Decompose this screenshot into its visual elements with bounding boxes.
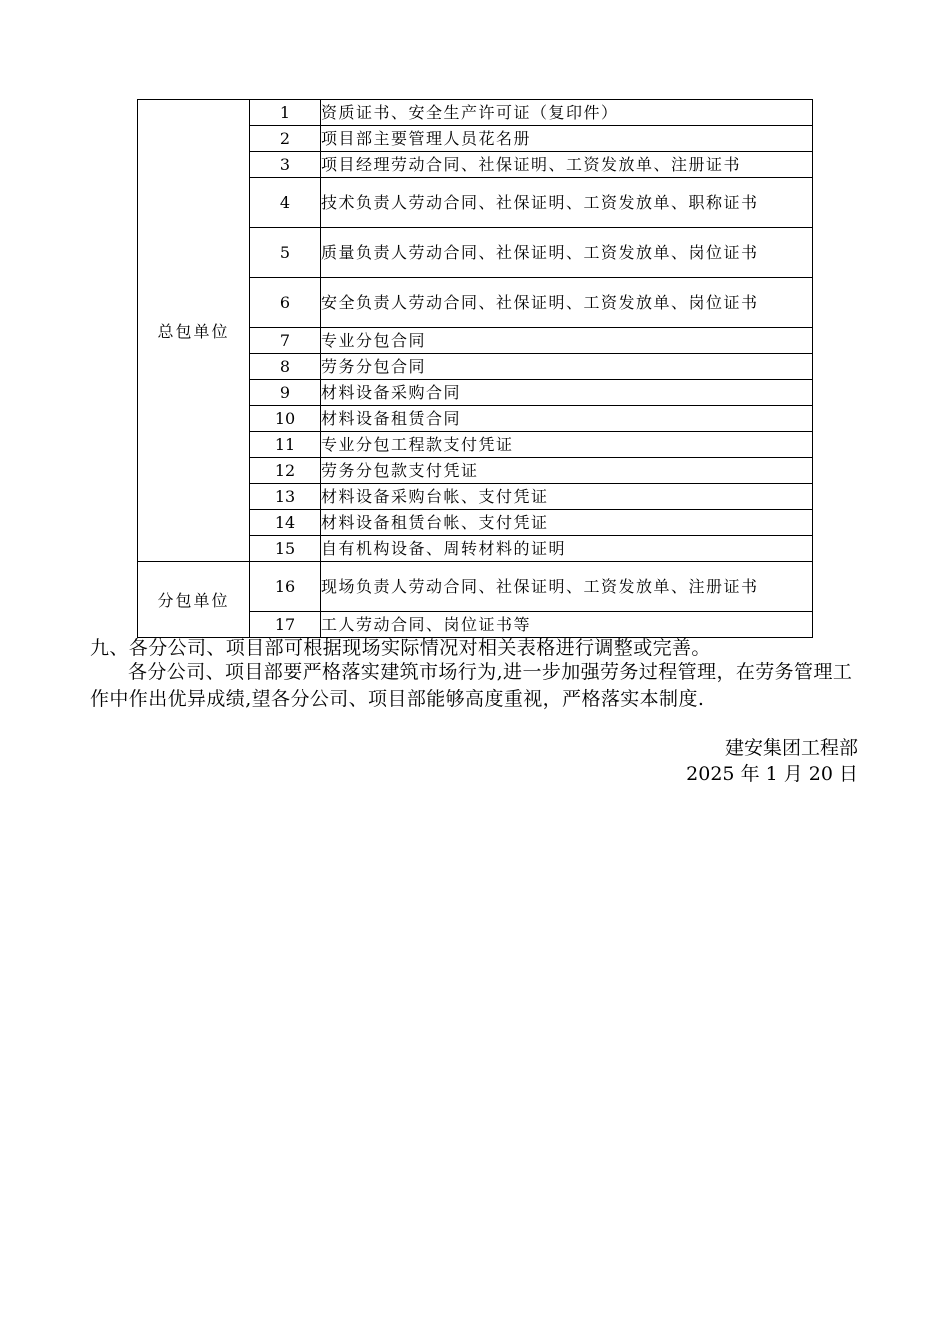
row-number: 7 xyxy=(250,328,321,354)
row-item: 材料设备租赁合同 xyxy=(321,406,813,432)
row-item: 劳务分包合同 xyxy=(321,354,813,380)
row-number: 16 xyxy=(250,562,321,612)
row-item: 劳务分包款支付凭证 xyxy=(321,458,813,484)
row-item: 专业分包合同 xyxy=(321,328,813,354)
row-item: 专业分包工程款支付凭证 xyxy=(321,432,813,458)
row-number: 2 xyxy=(250,126,321,152)
table-row xyxy=(138,562,813,612)
row-number: 9 xyxy=(250,380,321,406)
row-item: 材料设备租赁台帐、支付凭证 xyxy=(321,510,813,536)
row-number: 10 xyxy=(250,406,321,432)
table-row xyxy=(138,100,813,126)
row-number: 1 xyxy=(250,100,321,126)
row-number: 14 xyxy=(250,510,321,536)
row-item: 现场负责人劳动合同、社保证明、工资发放单、注册证书 xyxy=(321,562,813,612)
row-item: 材料设备采购合同 xyxy=(321,380,813,406)
row-number: 11 xyxy=(250,432,321,458)
row-number: 4 xyxy=(250,178,321,228)
row-number: 13 xyxy=(250,484,321,510)
row-item: 材料设备采购台帐、支付凭证 xyxy=(321,484,813,510)
row-number: 17 xyxy=(250,612,321,638)
row-item: 项目经理劳动合同、社保证明、工资发放单、注册证书 xyxy=(321,152,813,178)
row-number: 6 xyxy=(250,278,321,328)
row-item: 安全负责人劳动合同、社保证明、工资发放单、岗位证书 xyxy=(321,278,813,328)
signature-date: 2025 年 1 月 20 日 xyxy=(686,763,858,785)
row-item: 技术负责人劳动合同、社保证明、工资发放单、职称证书 xyxy=(321,178,813,228)
row-number: 15 xyxy=(250,536,321,562)
signature-org: 建安集团工程部 xyxy=(724,737,858,759)
materials-table xyxy=(137,99,813,638)
closing-paragraph: 各分公司、项目部要严格落实建筑市场行为,进一步加强劳务过程管理，在劳务管理工作中作出优异成绩,望各分公司、项目部能够高度重视，严格落实本制度. xyxy=(90,661,853,710)
row-number: 8 xyxy=(250,354,321,380)
row-number: 3 xyxy=(250,152,321,178)
row-item: 自有机构设备、周转材料的证明 xyxy=(321,536,813,562)
row-number: 5 xyxy=(250,228,321,278)
row-item: 工人劳动合同、岗位证书等 xyxy=(321,612,813,638)
row-number: 12 xyxy=(250,458,321,484)
unit-general-contractor: 总包单位 xyxy=(138,100,250,562)
row-item: 项目部主要管理人员花名册 xyxy=(321,126,813,152)
clause-nine: 九、各分公司、项目部可根据现场实际情况对相关表格进行调整或完善。 xyxy=(90,637,711,659)
row-item: 质量负责人劳动合同、社保证明、工资发放单、岗位证书 xyxy=(321,228,813,278)
unit-subcontractor: 分包单位 xyxy=(138,562,250,638)
row-item: 资质证书、安全生产许可证（复印件） xyxy=(321,100,813,126)
